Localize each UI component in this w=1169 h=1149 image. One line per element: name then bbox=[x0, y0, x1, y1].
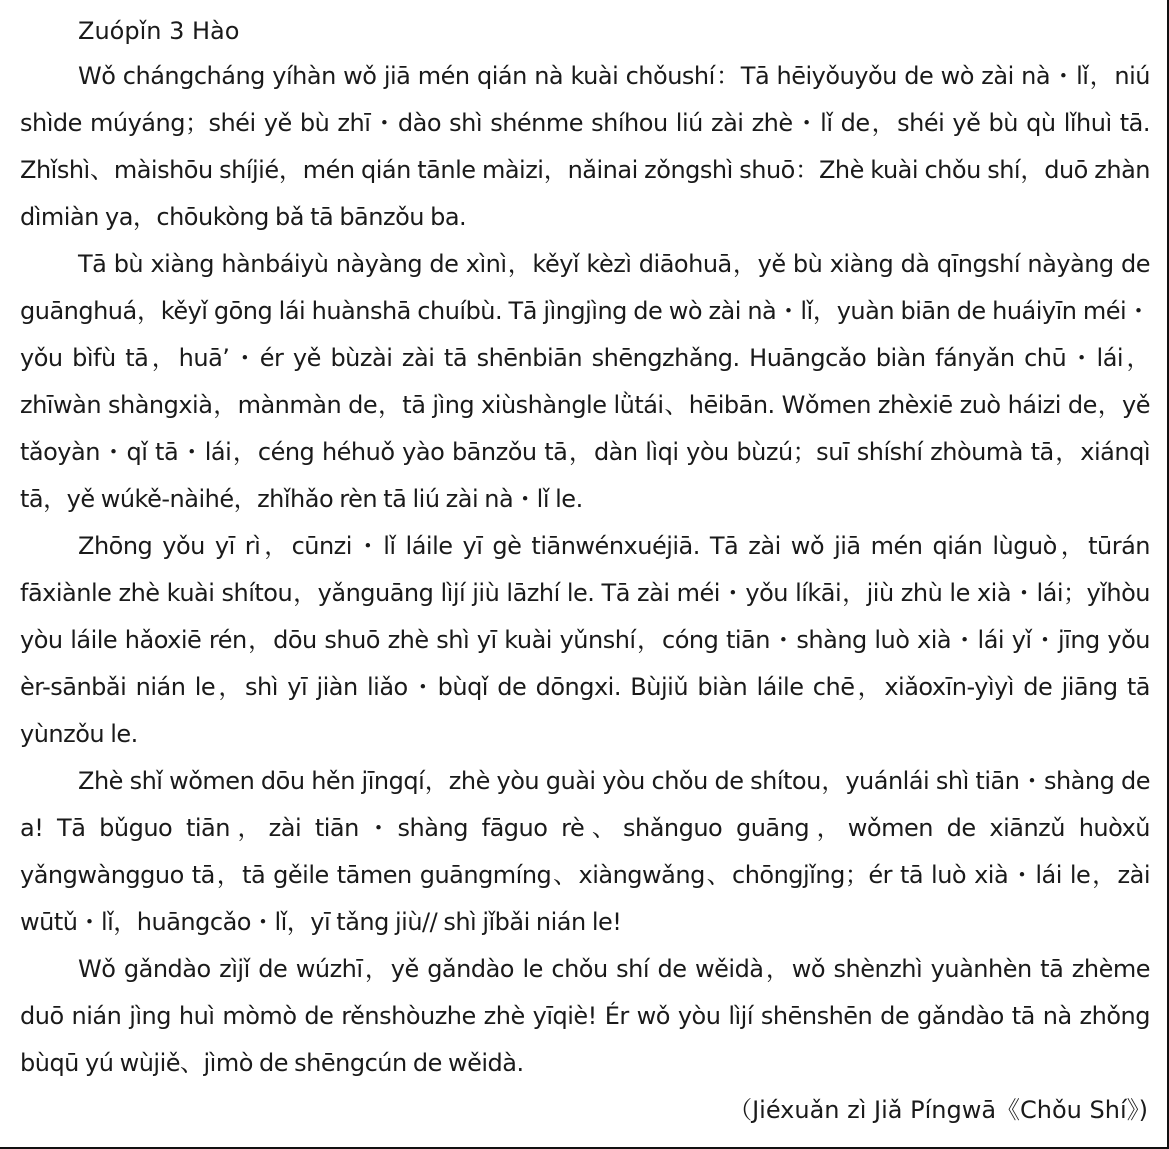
paragraph-3: Zhōng yǒu yī rì，cūnzi・lǐ láile yī gè tiānwénxuéjiā. Tā zài wǒ jiā mén qián lùguò，tūrán fāxiànle zhè kuài shítou，yǎnguāng lìjí jiù lāzhí le. Tā zài méi・yǒu líkāi，jiù zhù le xià・lái；yǐhòu yòu láile hǎoxiē rén，dōu shuō zhè shì yī kuài yǔnshí，cóng tiān・shàng luò xià・lái yǐ・jīng yǒu èr-sānbǎi nián le，shì yī jiàn liǎo・bùqǐ de dōngxi. Bùjiǔ biàn láile chē，xiǎoxīn-yìyì de jiāng tā yùnzǒu le. bbox=[20, 532, 1150, 748]
paragraph-1: Wǒ chángcháng yíhàn wǒ jiā mén qián nà kuài chǒushí：Tā hēiyǒuyǒu de wò zài nà・lǐ，niú shìde múyáng；shéi yě bù zhī・dào shì shénme shíhou liú zài zhè・lǐ de，shéi yě bù qù lǐhuì tā. Zhǐshì、màishōu shíjié，mén qián tānle màizi，nǎinai zǒngshì shuō：Zhè kuài chǒu shí，duō zhàn dìmiàn ya，chōukòng bǎ tā bānzǒu ba. bbox=[20, 62, 1150, 231]
document-body bbox=[20, 13, 1150, 1134]
paragraph-2: Tā bù xiàng hànbáiyù nàyàng de xìnì，kěyǐ kèzì diāohuā，yě bù xiàng dà qīngshí nàyàng de guānghuá，kěyǐ gōng lái huànshā chuíbù. Tā jìngjìng de wò zài nà・lǐ，yuàn biān de huáiyīn méi・yǒu bìfù tā，huā’・ér yě bùzài zài tā shēnbiān shēngzhǎng. Huāngcǎo biàn fányǎn chū・lái，zhīwàn shàngxià，mànmàn de，tā jìng xiùshàngle lǜtái、hēibān. Wǒmen zhèxiē zuò háizi de，yě tǎoyàn・qǐ tā・lái，céng héhuǒ yào bānzǒu tā，dàn lìqi yòu bùzú；suī shíshí zhòumà tā，xiánqì tā，yě wúkě-nàihé，zhǐhǎo rèn tā liú zài nà・lǐ le. bbox=[20, 250, 1150, 513]
document-title: Zuópǐn 3 Hào bbox=[78, 17, 240, 45]
paragraph-5: Wǒ gǎndào zìjǐ de wúzhī，yě gǎndào le chǒu shí de wěidà，wǒ shènzhì yuànhèn tā zhème duō nián jìng huì mòmò de rěnshòuzhe zhè yīqiè! Ér wǒ yòu lìjí shēnshēn de gǎndào tā nà zhǒng bùqū yú wùjiě、jìmò de shēngcún de wěidà. bbox=[20, 955, 1150, 1077]
source-citation: （Jiéxuǎn zì Jiǎ Píngwā《Chǒu Shí》) bbox=[728, 1096, 1148, 1124]
paragraph-4: Zhè shǐ wǒmen dōu hěn jīngqí，zhè yòu guài yòu chǒu de shítou，yuánlái shì tiān・shàng de a! Tā bǔguo tiān，zài tiān・shàng fāguo rè、shǎnguo guāng，wǒmen de xiānzǔ huòxǔ yǎngwàngguo tā，tā gěile tāmen guāngmíng、xiàngwǎng、chōngjǐng；ér tā luò xià・lái le，zài wūtǔ・lǐ，huāngcǎo・lǐ，yī tǎng jiù// shì jǐbǎi nián le! bbox=[20, 767, 1150, 936]
